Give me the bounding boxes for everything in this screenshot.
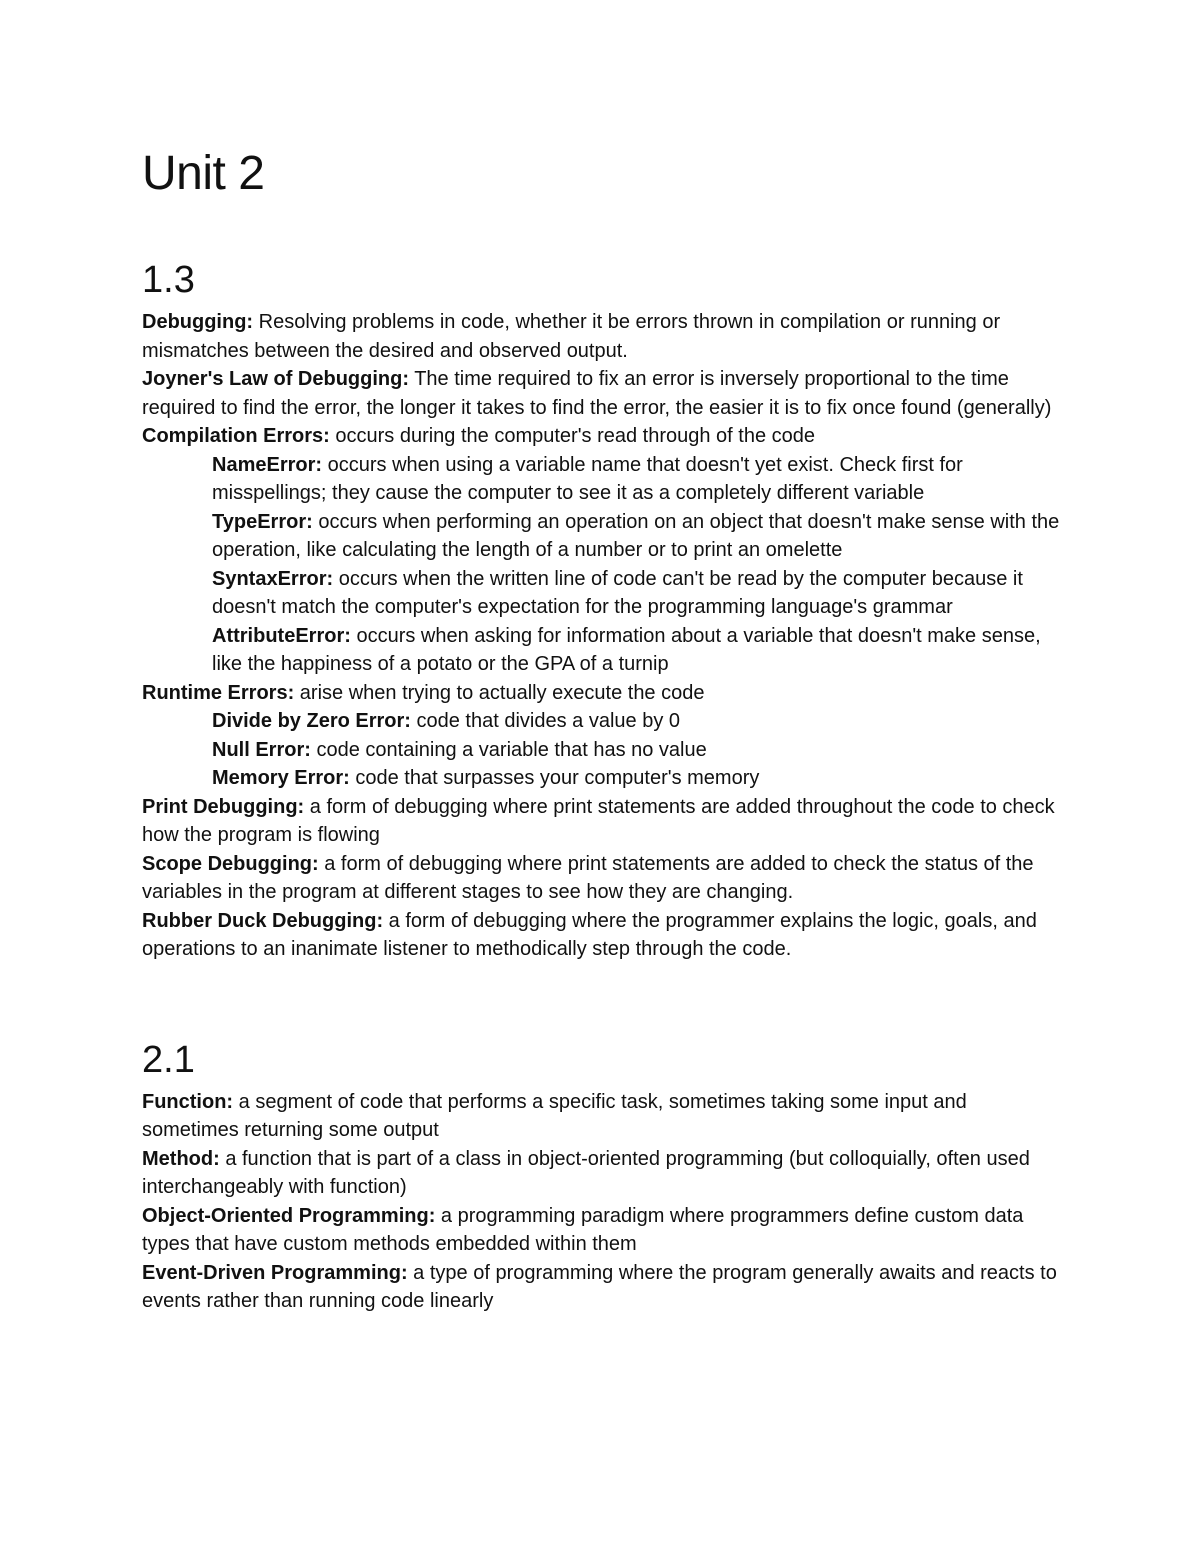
definition-text: code containing a variable that has no value — [310, 738, 707, 761]
definition-text: a form of debugging where print statements are added throughout the code to check how the program is flowing — [142, 795, 1055, 846]
definition-scope-debugging — [142, 850, 1062, 907]
term-label: Debugging: — [142, 311, 254, 333]
section-2-1-definitions — [142, 1088, 1062, 1316]
definition-text: occurs when performing an operation on an object that doesn't make sense with the operation, like calculating the length of a number or to print an omelette — [212, 510, 1060, 561]
term-label: Compilation Errors: — [142, 425, 330, 447]
definition-text: arise when trying to actually execute the code — [294, 681, 705, 704]
section-heading-2-1: 2.1 — [142, 1038, 195, 1081]
term-label: AttributeError: — [212, 624, 351, 647]
definition-event-driven-programming — [142, 1259, 1062, 1316]
definition-divide-by-zero — [142, 707, 1062, 736]
definition-null-error — [142, 736, 1062, 765]
definition-text: occurs when using a variable name that doesn't yet exist. Check first for misspellings; they cause the computer to see it as a completely different variable — [212, 453, 963, 504]
definition-text: a programming paradigm where programmers define custom data types that have custom methods embedded within them — [142, 1204, 1024, 1255]
definition-text: a function that is part of a class in object-oriented programming (but colloquially, often used interchangeably with function) — [142, 1147, 1030, 1198]
definition-print-debugging — [142, 793, 1062, 850]
definition-attribute-error — [142, 622, 1062, 679]
definition-text: code that divides a value by 0 — [410, 710, 680, 732]
definition-text: The time required to fix an error is inversely proportional to the time required to find the error, the longer it takes to find the error, the easier it is to fix once found (generally) — [142, 368, 1052, 419]
definition-text: a form of debugging where print statements are added to check the status of the variables in the program at different stages to see how they are changing. — [142, 852, 1034, 903]
definition-memory-error — [142, 764, 1062, 793]
term-label: Runtime Errors: — [142, 681, 295, 704]
definition-method — [142, 1145, 1062, 1202]
term-label: Function: — [142, 1090, 234, 1113]
definition-function — [142, 1088, 1062, 1145]
term-label: Method: — [142, 1147, 220, 1170]
term-label: Rubber Duck Debugging: — [142, 909, 384, 932]
section-heading-1-3: 1.3 — [142, 259, 195, 301]
definition-object-oriented-programming — [142, 1202, 1062, 1259]
definition-text: occurs during the computer's read through of the code — [329, 425, 816, 447]
definition-type-error — [142, 508, 1062, 565]
term-label: Divide by Zero Error: — [212, 710, 411, 732]
term-label: Event-Driven Programming: — [142, 1261, 408, 1284]
page-title: Unit 2 — [142, 147, 265, 200]
term-label: Scope Debugging: — [142, 852, 319, 875]
definition-syntax-error — [142, 565, 1062, 622]
term-label: TypeError: — [212, 510, 313, 533]
definition-text: code that surpasses your computer's memory — [349, 767, 760, 789]
definition-text: Resolving problems in code, whether it be errors thrown in compilation or running or mismatches between the desired and observed output. — [142, 311, 1001, 362]
definition-text: a segment of code that performs a specific task, sometimes taking some input and sometimes returning some output — [142, 1090, 967, 1141]
definition-rubber-duck-debugging — [142, 907, 1062, 964]
term-label: Memory Error: — [212, 767, 350, 789]
definition-text: occurs when the written line of code can't be read by the computer because it doesn't match the computer's expectation for the programming language's grammar — [212, 567, 1023, 618]
term-label: NameError: — [212, 453, 323, 476]
term-label: Null Error: — [212, 738, 311, 761]
definition-joyners-law — [142, 365, 1062, 422]
section-1-3-definitions — [142, 308, 1062, 964]
definition-text: a form of debugging where the programmer explains the logic, goals, and operations to an inanimate listener to methodically step through the code. — [142, 909, 1037, 960]
term-label: SyntaxError: — [212, 567, 334, 590]
definition-name-error — [142, 451, 1062, 508]
definition-runtime-errors — [142, 679, 1062, 708]
definition-text: a type of programming where the program generally awaits and reacts to events rather than running code linearly — [142, 1261, 1057, 1312]
definition-compilation-errors — [142, 422, 1062, 451]
definition-text: occurs when asking for information about a variable that doesn't make sense, like the happiness of a potato or the GPA of a turnip — [212, 624, 1041, 675]
definition-debugging — [142, 308, 1062, 365]
document-body — [142, 138, 1062, 1316]
term-label: Print Debugging: — [142, 795, 305, 818]
term-label: Joyner's Law of Debugging: — [142, 368, 409, 390]
term-label: Object-Oriented Programming: — [142, 1204, 436, 1227]
